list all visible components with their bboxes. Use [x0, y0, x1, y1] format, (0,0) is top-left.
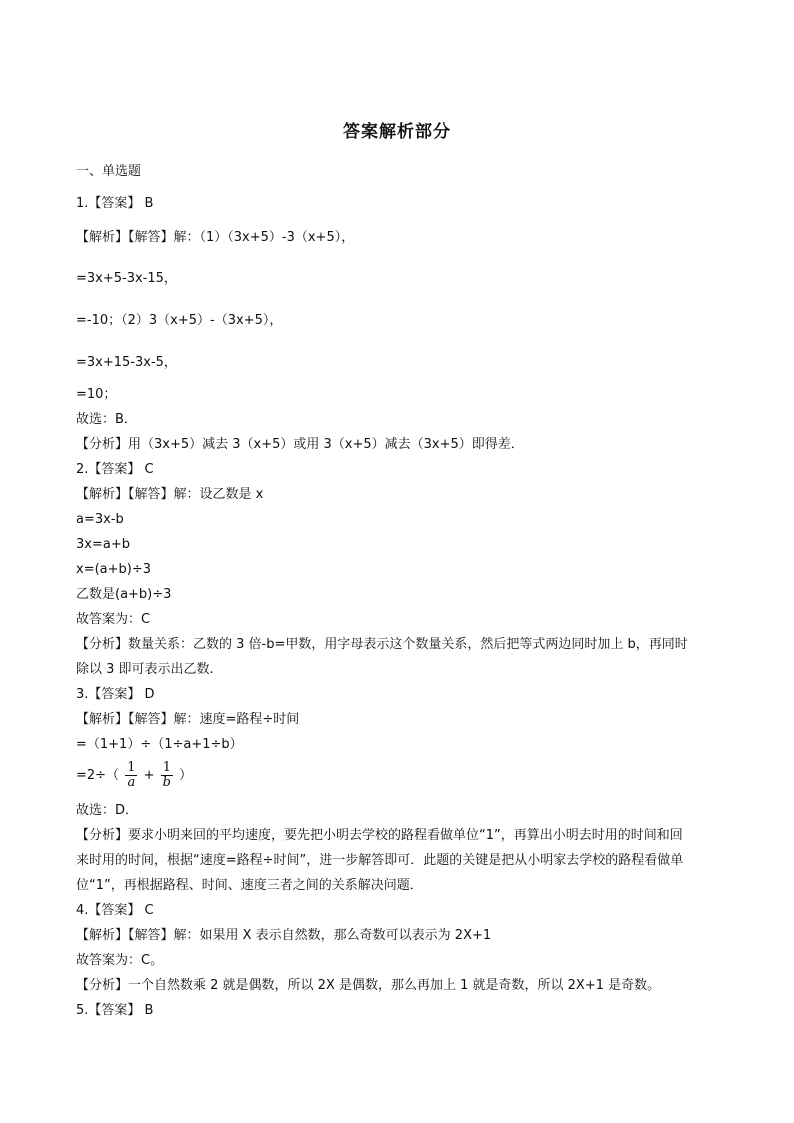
conclusion-line: 故选：B． [76, 412, 137, 427]
answer-line-q3: 3.【答案】 D [76, 687, 155, 702]
explanation-line: 【分析】一个自然数乘 2 就是偶数，所以 2X 是偶数，那么再加上 1 就是奇数，所以 2X+1 是奇数。 [76, 978, 661, 993]
solution-line: 3x=a+b [76, 537, 130, 552]
explanation-line: 【分析】用（3x+5）减去 3（x+5）或用 3（x+5）减去（3x+5）即得差． [76, 437, 524, 452]
analysis-line: 【解析】【解答】解：速度=路程÷时间 [76, 712, 300, 727]
section-heading: 一、单选题 [76, 164, 142, 179]
conclusion-line: 故选：D． [76, 803, 139, 818]
explanation-line: 【分析】要求小明来回的平均速度，要先把小明去学校的路程看做单位“1”，再算出小明去时用的时间和回 [76, 828, 683, 843]
fraction-expression [76, 761, 192, 790]
plus-sign: + [143, 768, 155, 783]
fraction-denominator: a [127, 775, 136, 790]
conclusion-line: 故答案为：C。 [76, 953, 164, 968]
explanation-line: 除以 3 即可表示出乙数. [76, 662, 214, 677]
fraction-numerator: 1 [127, 760, 136, 775]
answer-line-q5: 5.【答案】 B [76, 1003, 154, 1018]
fraction-numerator: 1 [161, 761, 173, 776]
analysis-line: 【解析】【解答】解：如果用 X 表示自然数，那么奇数可以表示为 2X+1 [76, 928, 492, 943]
solution-line: =（1+1）÷（1÷a+1÷b） [76, 737, 243, 752]
conclusion-line: 故答案为：C [76, 612, 151, 627]
answer-line-q1: 1.【答案】 B [76, 196, 154, 211]
fraction-denominator: b [162, 775, 171, 790]
explanation-line: 位“1”，再根据路程、时间、速度三者之间的关系解决问题． [76, 878, 423, 893]
explanation-line: 【分析】数量关系：乙数的 3 倍-b=甲数，用字母表示这个数量关系，然后把等式两边同时加上 b，再同时 [76, 637, 688, 652]
analysis-line: 【解析】【解答】解：（1）（3x+5）-3（x+5）， [76, 230, 355, 245]
fraction-1-over-a [125, 761, 137, 790]
page-title: 答案解析部分 [343, 122, 451, 142]
solution-line: =3x+15-3x-5， [76, 355, 177, 370]
answer-line-q4: 4.【答案】 C [76, 903, 154, 918]
solution-line: x=(a+b)÷3 [76, 562, 152, 577]
answer-line-q2: 2.【答案】 C [76, 462, 154, 477]
solution-line: =-10；（2）3（x+5）-（3x+5）， [76, 313, 283, 328]
explanation-line: 来时用的时间，根据“速度=路程÷时间”，进一步解答即可．此题的关键是把从小明家去学校的路程看做单 [76, 853, 684, 868]
solution-line: 乙数是(a+b)÷3 [76, 587, 172, 602]
solution-line: =10； [76, 387, 117, 402]
fraction-suffix: ） [179, 768, 193, 783]
fraction-1-over-b [161, 761, 173, 790]
solution-line: a=3x-b [76, 512, 124, 527]
fraction-prefix: =2÷（ [76, 768, 120, 783]
analysis-line: 【解析】【解答】解：设乙数是 x [76, 487, 264, 502]
solution-line: =3x+5-3x-15， [76, 271, 177, 286]
